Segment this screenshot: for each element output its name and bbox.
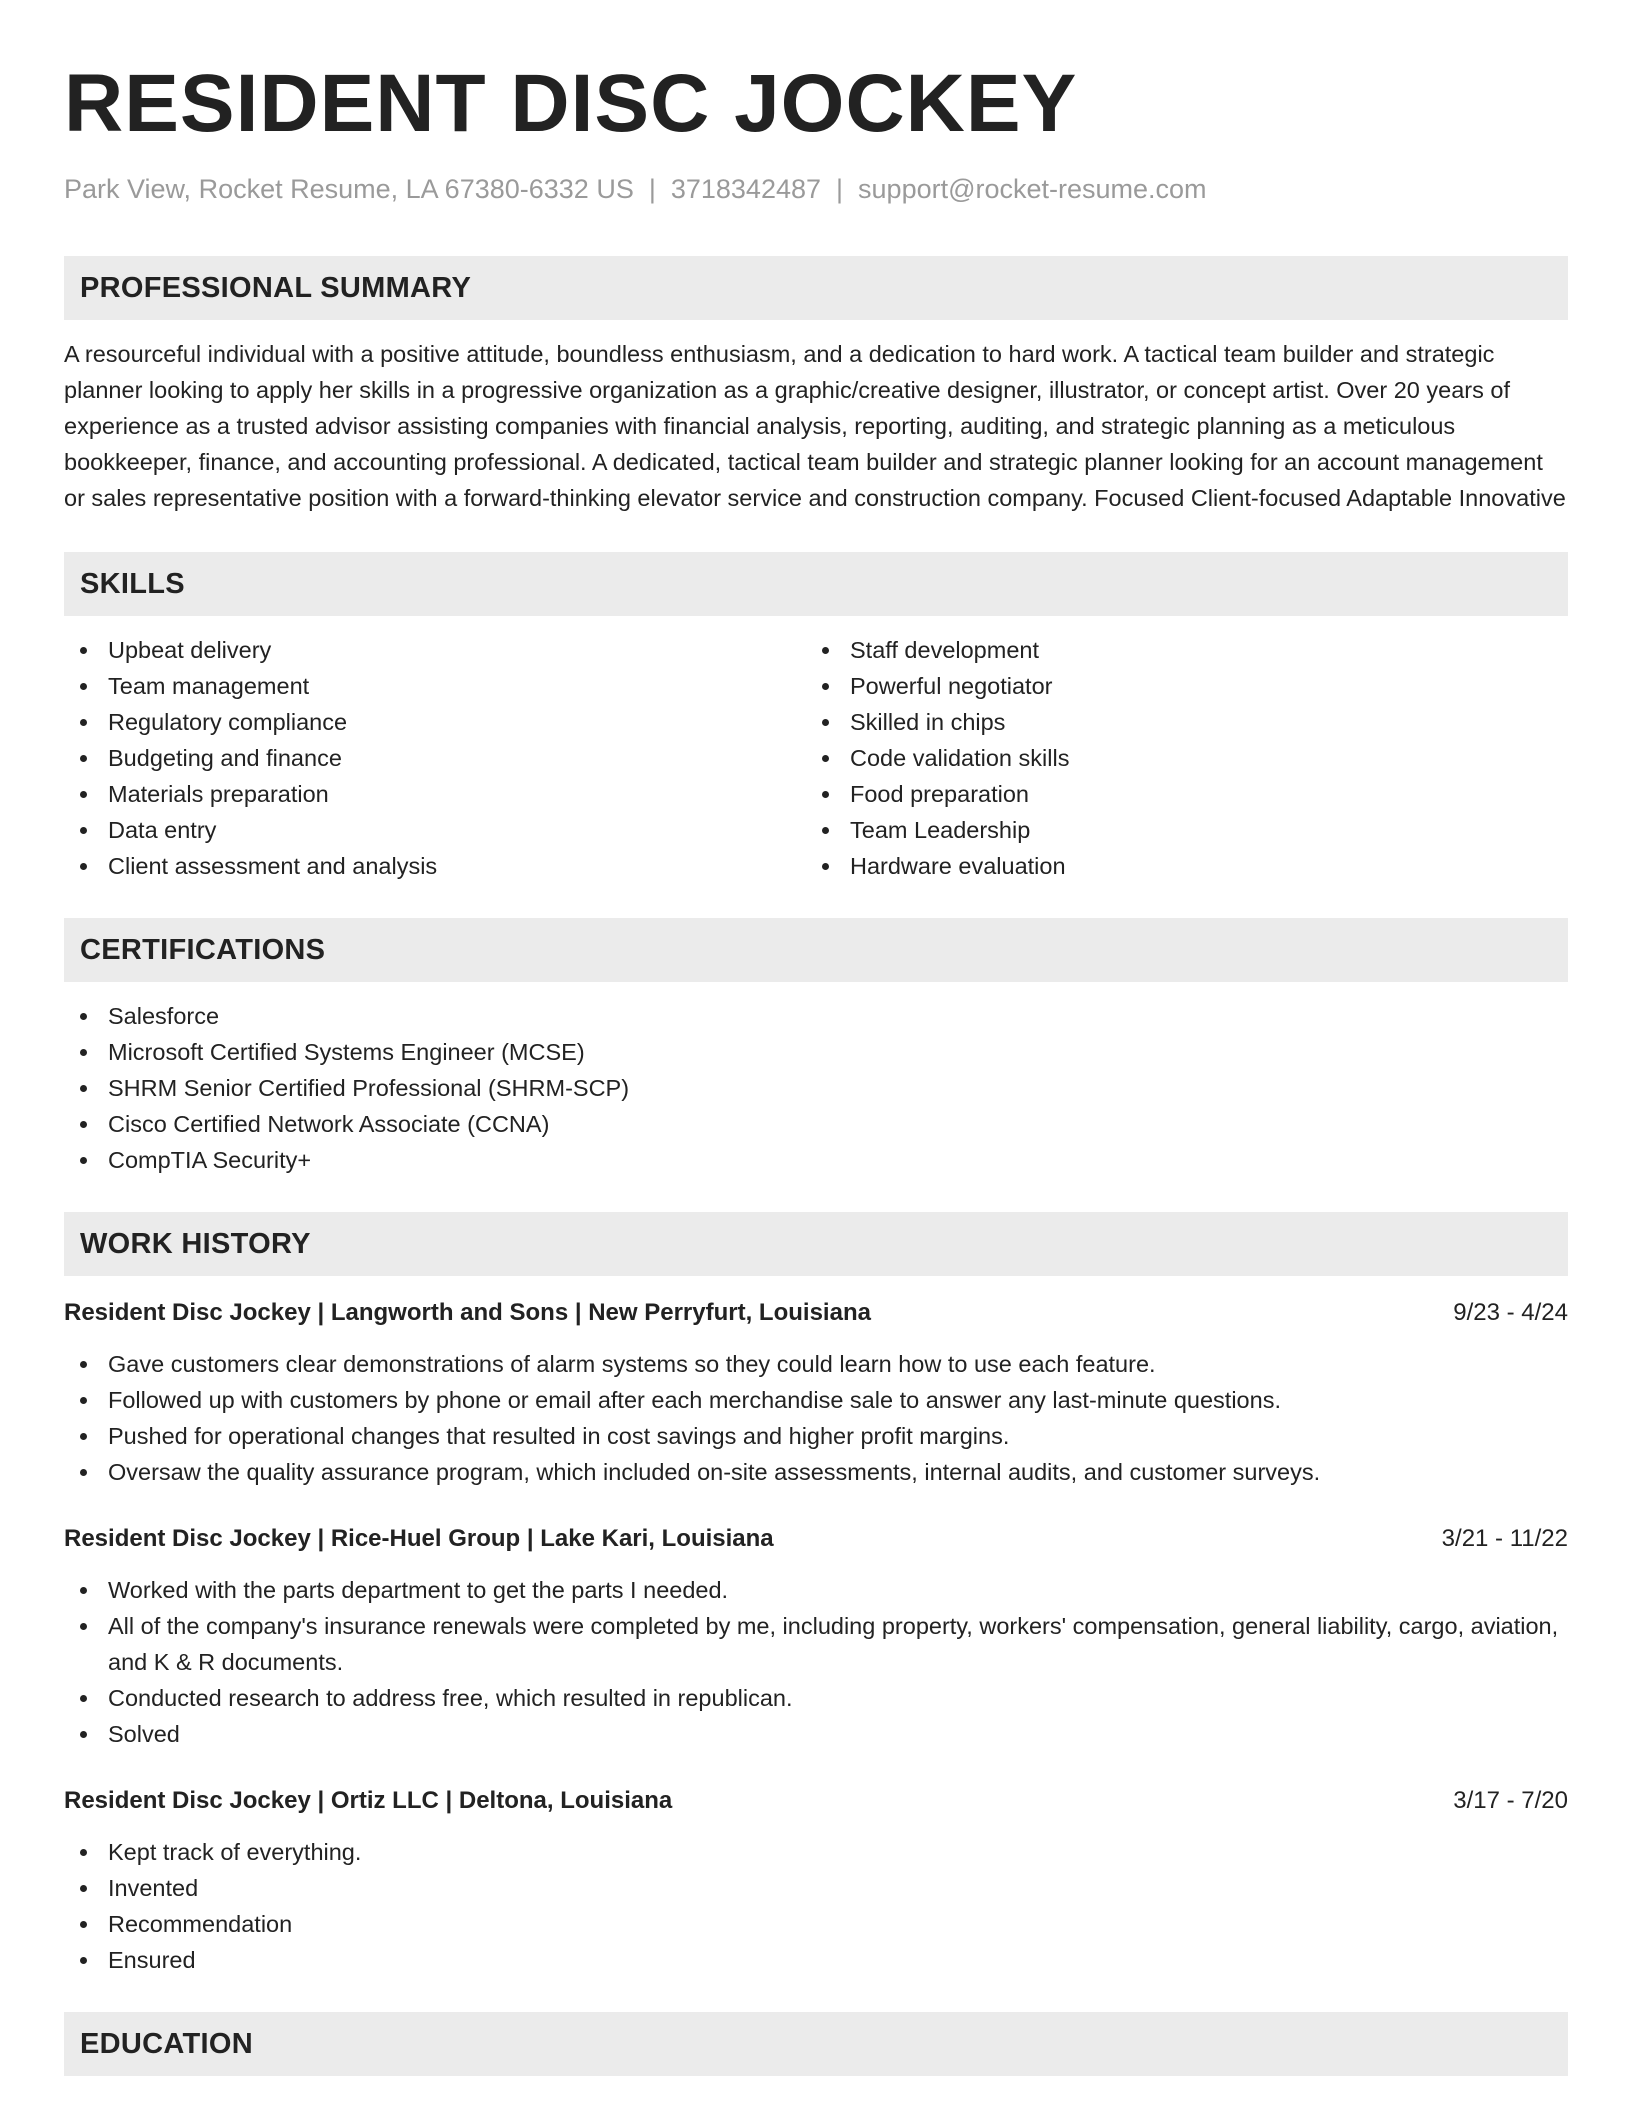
skill-item: Regulatory compliance [64,704,806,740]
skill-item: Team Leadership [806,812,1548,848]
certification-item: Salesforce [64,998,1568,1034]
job-title: Resident Disc Jockey | Rice-Huel Group | Lake Kari, Louisiana [64,1525,774,1552]
certification-item: SHRM Senior Certified Professional (SHRM-SCP) [64,1070,1568,1106]
job-header [64,1296,1568,1330]
skill-item: Upbeat delivery [64,632,806,668]
skills-grid [64,632,1568,884]
job-dates: 9/23 - 4/24 [1453,1299,1568,1326]
skills-list-right [806,632,1548,884]
contact-line [64,172,1568,206]
contact-address: Park View, Rocket Resume, LA 67380-6332 US [64,174,634,204]
skill-item: Team management [64,668,806,704]
skill-item: Code validation skills [806,740,1548,776]
summary-text: A resourceful individual with a positive attitude, boundless enthusiasm, and a dedication to hard work. A tactical team builder and strategic planner looking to apply her skills in a progressive organization as a graphic/creative designer, illustrator, or concept artist. Over 20 years of experience as a trusted advisor assisting companies with financial analysis, reporting, auditing, and strategic planning as a meticulous bookkeeper, finance, and accounting professional. A dedicated, tactical team builder and strategic planner looking for an account management or sales representative position with a forward-thinking elevator service and construction company. Focused Client-focused Adaptable Innovative [64,341,1566,511]
skill-item: Powerful negotiator [806,668,1548,704]
skills-column-right [806,632,1548,884]
contact-separator: | [648,174,656,204]
skills-heading: SKILLS [64,552,1568,616]
certification-item: CompTIA Security+ [64,1142,1568,1178]
job-header [64,1522,1568,1556]
job-dates: 3/17 - 7/20 [1453,1787,1568,1814]
job-bullet: Oversaw the quality assurance program, which included on-site assessments, internal audits, and customer surveys. [64,1454,1568,1490]
job-title: Resident Disc Jockey | Langworth and Sons | New Perryfurt, Louisiana [64,1299,871,1326]
job-bullet: Followed up with customers by phone or email after each merchandise sale to answer any last-minute questions. [64,1382,1568,1418]
skill-item: Skilled in chips [806,704,1548,740]
skills-list-left [64,632,806,884]
skill-item: Client assessment and analysis [64,848,806,884]
skill-item: Hardware evaluation [806,848,1548,884]
job-bullet: Gave customers clear demonstrations of alarm systems so they could learn how to use each feature. [64,1346,1568,1382]
job-bullet: Solved [64,1716,1568,1752]
skill-item: Data entry [64,812,806,848]
skill-item: Food preparation [806,776,1548,812]
job-bullets [64,1346,1568,1490]
job-entry [64,1522,1568,1752]
education-heading: EDUCATION [64,2012,1568,2076]
job-title: Resident Disc Jockey | Ortiz LLC | Deltona, Louisiana [64,1787,673,1814]
contact-separator: | [836,174,844,204]
job-bullet: Invented [64,1870,1568,1906]
job-bullet: Ensured [64,1942,1568,1978]
contact-email: support@rocket-resume.com [858,174,1207,204]
skill-item: Staff development [806,632,1548,668]
certification-item: Cisco Certified Network Associate (CCNA) [64,1106,1568,1142]
summary-heading: PROFESSIONAL SUMMARY [64,256,1568,320]
certification-item: Microsoft Certified Systems Engineer (MCSE) [64,1034,1568,1070]
job-bullet: Recommendation [64,1906,1568,1942]
job-bullet: Pushed for operational changes that resulted in cost savings and higher profit margins. [64,1418,1568,1454]
job-entry [64,1784,1568,1978]
job-bullet: Worked with the parts department to get the parts I needed. [64,1572,1568,1608]
job-header [64,1784,1568,1818]
job-dates: 3/21 - 11/22 [1441,1525,1568,1552]
certifications-heading: CERTIFICATIONS [64,918,1568,982]
job-bullet: Kept track of everything. [64,1834,1568,1870]
work-history-heading: WORK HISTORY [64,1212,1568,1276]
skill-item: Materials preparation [64,776,806,812]
resume-name: RESIDENT DISC JOCKEY [64,58,1078,149]
job-entry [64,1296,1568,1490]
certifications-list [64,998,1568,1178]
skills-column-left [64,632,806,884]
job-bullet: All of the company's insurance renewals were completed by me, including property, workers' compensation, general liability, cargo, aviation, and K & R documents. [64,1608,1568,1680]
contact-phone: 3718342487 [670,174,822,204]
skill-item: Budgeting and finance [64,740,806,776]
job-bullets [64,1572,1568,1752]
job-bullet: Conducted research to address free, which resulted in republican. [64,1680,1568,1716]
job-bullets [64,1834,1568,1978]
